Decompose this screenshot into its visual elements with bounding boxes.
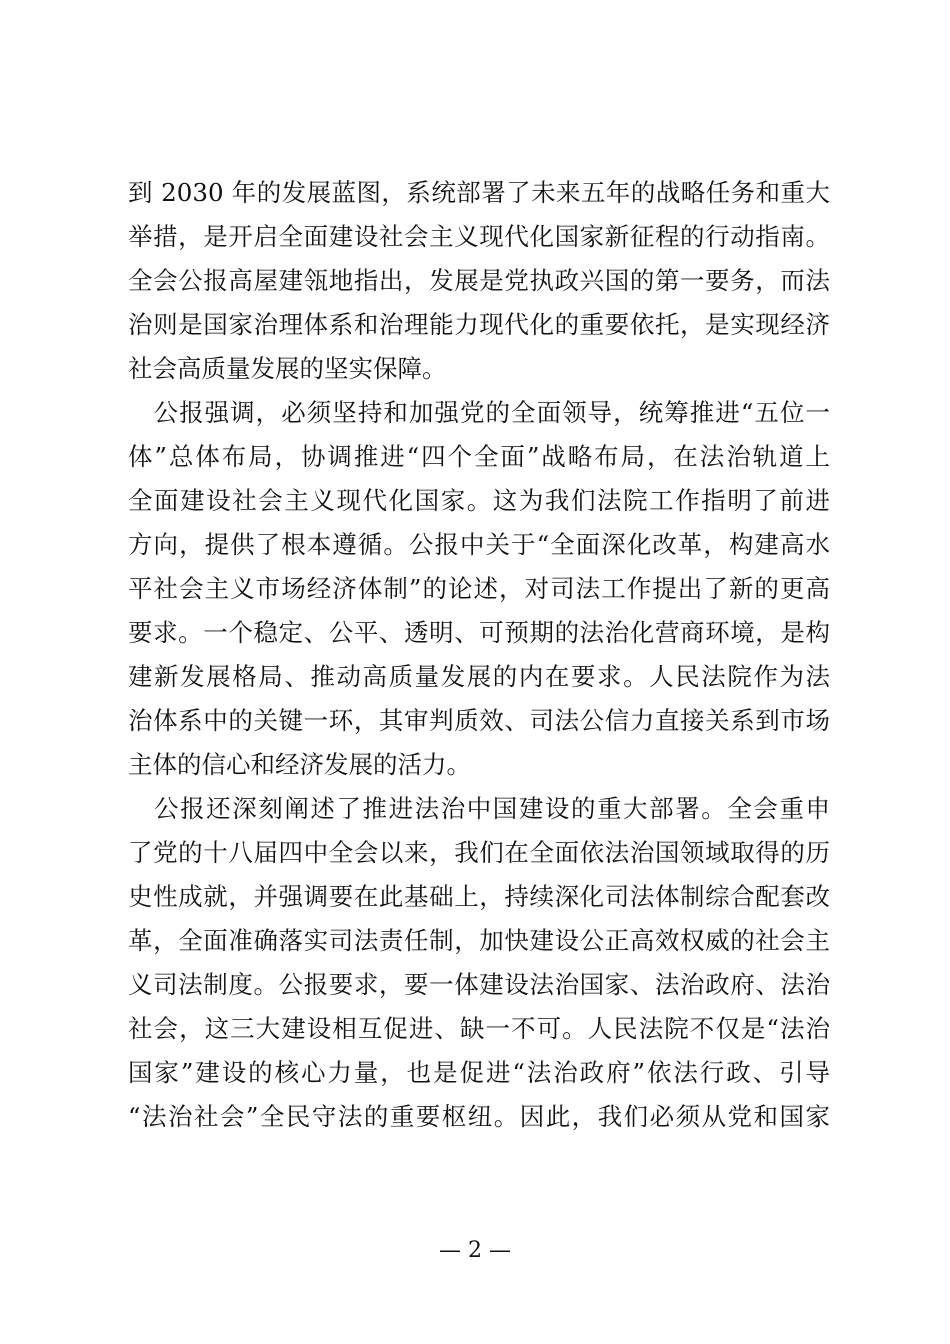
text-line: 全面建设社会主义现代化国家。这为我们法院工作指明了前进 — [128, 486, 830, 515]
text-line: 国家”建设的核心力量，也是促进“法治政府”依法行政、引导 — [128, 1058, 830, 1087]
text-line: 全会公报高屋建瓴地指出，发展是党执政兴国的第一要务，而法 — [128, 266, 830, 295]
text-line: 了党的十八届四中全会以来，我们在全面依法治国领域取得的历 — [128, 838, 830, 867]
text-line: 公报强调，必须坚持和加强党的全面领导，统筹推进“五位一 — [128, 398, 830, 427]
text-line: 体”总体布局，协调推进“四个全面”战略布局，在法治轨道上 — [128, 442, 830, 471]
text-line: 社会高质量发展的坚实保障。 — [128, 354, 447, 383]
text-line: 义司法制度。公报要求，要一体建设法治国家、法治政府、法治 — [128, 970, 830, 999]
text-line: 公报还深刻阐述了推进法治中国建设的重大部署。全会重申 — [128, 794, 830, 823]
text-line: 革，全面准确落实司法责任制，加快建设公正高效权威的社会主 — [128, 926, 830, 955]
text-line: 到 2030 年的发展蓝图，系统部署了未来五年的战略任务和重大 — [128, 178, 830, 207]
text-line: 治体系中的关键一环，其审判质效、司法公信力直接关系到市场 — [128, 706, 830, 735]
text-line: 社会，这三大建设相互促进、缺一不可。人民法院不仅是“法治 — [128, 1014, 830, 1043]
text-line: 举措，是开启全面建设社会主义现代化国家新征程的行动指南。 — [128, 222, 830, 251]
text-line: “法治社会”全民守法的重要枢纽。因此，我们必须从党和国家 — [128, 1102, 830, 1131]
text-line: 建新发展格局、推动高质量发展的内在要求。人民法院作为法 — [128, 662, 830, 691]
text-line: 治则是国家治理体系和治理能力现代化的重要依托，是实现经济 — [128, 310, 830, 339]
text-line: 主体的信心和经济发展的活力。 — [128, 750, 471, 779]
text-line: 方向，提供了根本遵循。公报中关于“全面深化改革，构建高水 — [128, 530, 830, 559]
page-number: — 2 — — [439, 1238, 511, 1263]
text-line: 平社会主义市场经济体制”的论述，对司法工作提出了新的更高 — [128, 574, 830, 603]
text-line: 史性成就，并强调要在此基础上，持续深化司法体制综合配套改 — [128, 882, 830, 911]
text-line: 要求。一个稳定、公平、透明、可预期的法治化营商环境，是构 — [128, 618, 830, 647]
